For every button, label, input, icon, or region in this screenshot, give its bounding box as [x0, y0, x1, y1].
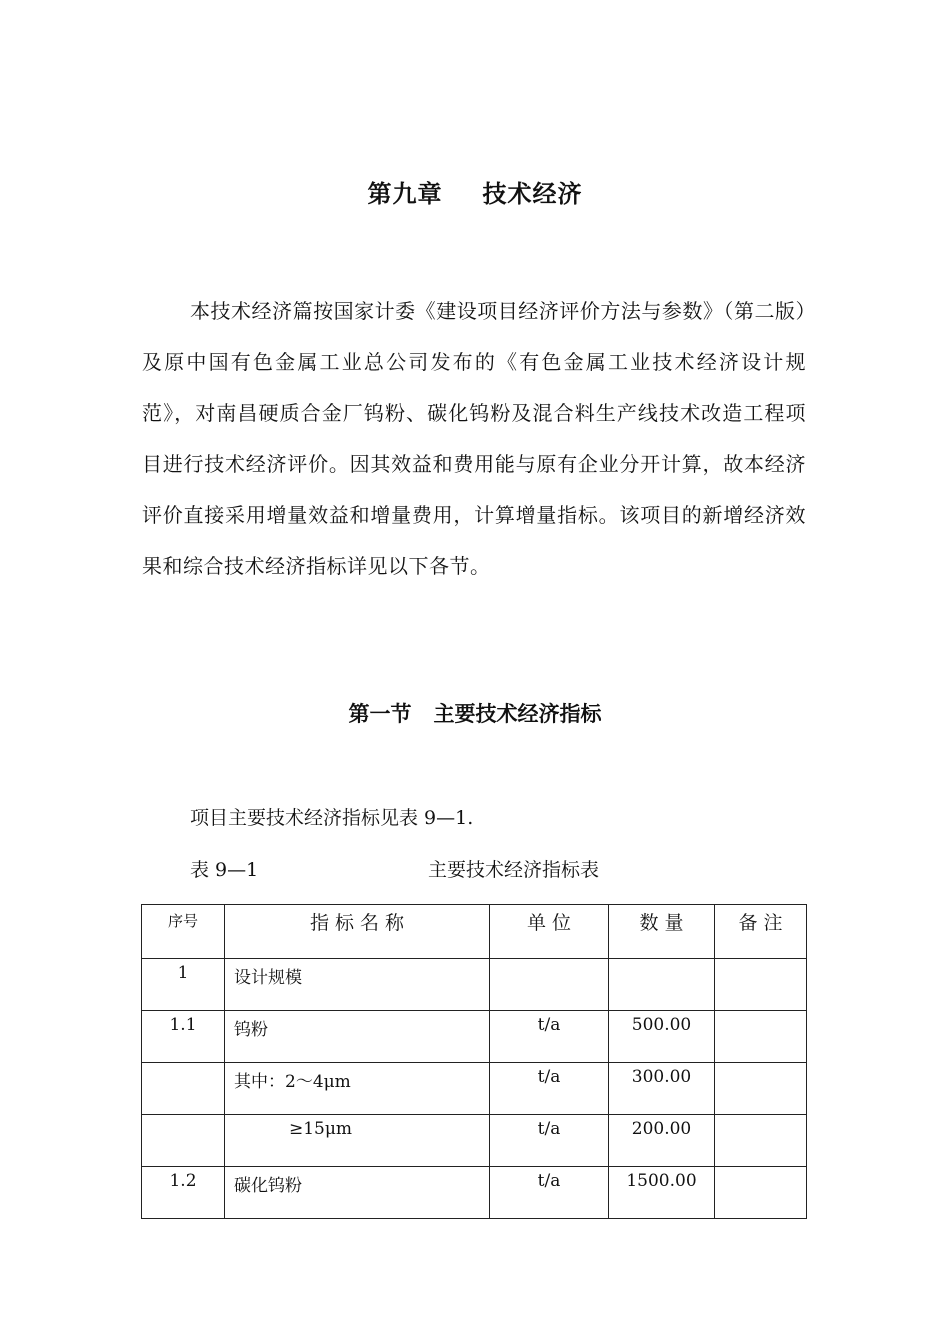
table-row: [142, 1167, 807, 1219]
cell-seq: 1: [142, 959, 225, 1011]
cell-note: [715, 1063, 807, 1115]
cell-seq: [142, 1115, 225, 1167]
section-name: 主要技术经济指标: [433, 702, 602, 726]
table-header-row: [142, 905, 807, 959]
cell-note: [715, 1011, 807, 1063]
chapter-title: [0, 174, 950, 209]
intro-paragraph: 本技术经济篇按国家计委《建设项目经济评价方法与参数》（第二版）及原中国有色金属工业总公司发布的《有色金属工业技术经济设计规范》，对南昌硬质合金厂钨粉、碳化钨粉及混合料生产线技术改造工程项目进行技术经济评价。因其效益和费用能与原有企业分开计算，故本经济评价直接采用增量效益和增量费用，计算增量指标。该项目的新增经济效果和综合技术经济指标详见以下各节。: [142, 299, 806, 578]
cell-quantity: [609, 959, 715, 1011]
table-intro-text: 项目主要技术经济指标见表 9—1.: [190, 807, 474, 829]
cell-seq: 1.1: [142, 1011, 225, 1063]
table-caption-title: 主要技术经济指标表: [428, 859, 600, 881]
table-row: [142, 959, 807, 1011]
cell-quantity: 300.00: [609, 1063, 715, 1115]
header-quantity: 数 量: [609, 905, 715, 959]
cell-quantity: 500.00: [609, 1011, 715, 1063]
table-row: [142, 1115, 807, 1167]
cell-note: [715, 1115, 807, 1167]
cell-quantity: 1500.00: [609, 1167, 715, 1219]
header-seq: 序号: [142, 905, 225, 959]
cell-seq: [142, 1063, 225, 1115]
cell-name: 碳化钨粉: [225, 1167, 490, 1219]
cell-note: [715, 959, 807, 1011]
cell-unit: t/a: [490, 1167, 609, 1219]
cell-unit: t/a: [490, 1063, 609, 1115]
section-number: 第一节: [348, 702, 412, 726]
cell-unit: t/a: [490, 1011, 609, 1063]
section-title: [0, 698, 950, 728]
chapter-name: 技术经济: [482, 180, 583, 208]
cell-note: [715, 1167, 807, 1219]
header-name: 指 标 名 称: [225, 905, 490, 959]
header-note: 备 注: [715, 905, 807, 959]
indicators-table: [141, 904, 807, 1219]
cell-quantity: 200.00: [609, 1115, 715, 1167]
cell-seq: 1.2: [142, 1167, 225, 1219]
cell-name: ≥15μm: [225, 1115, 490, 1167]
table-row: [142, 1011, 807, 1063]
cell-name: 设计规模: [225, 959, 490, 1011]
cell-name: 其中：2～4μm: [225, 1063, 490, 1115]
cell-name: 钨粉: [225, 1011, 490, 1063]
table-caption-number: 表 9—1: [190, 859, 259, 881]
cell-unit: [490, 959, 609, 1011]
table-row: [142, 1063, 807, 1115]
chapter-number: 第九章: [367, 180, 443, 208]
cell-unit: t/a: [490, 1115, 609, 1167]
header-unit: 单 位: [490, 905, 609, 959]
